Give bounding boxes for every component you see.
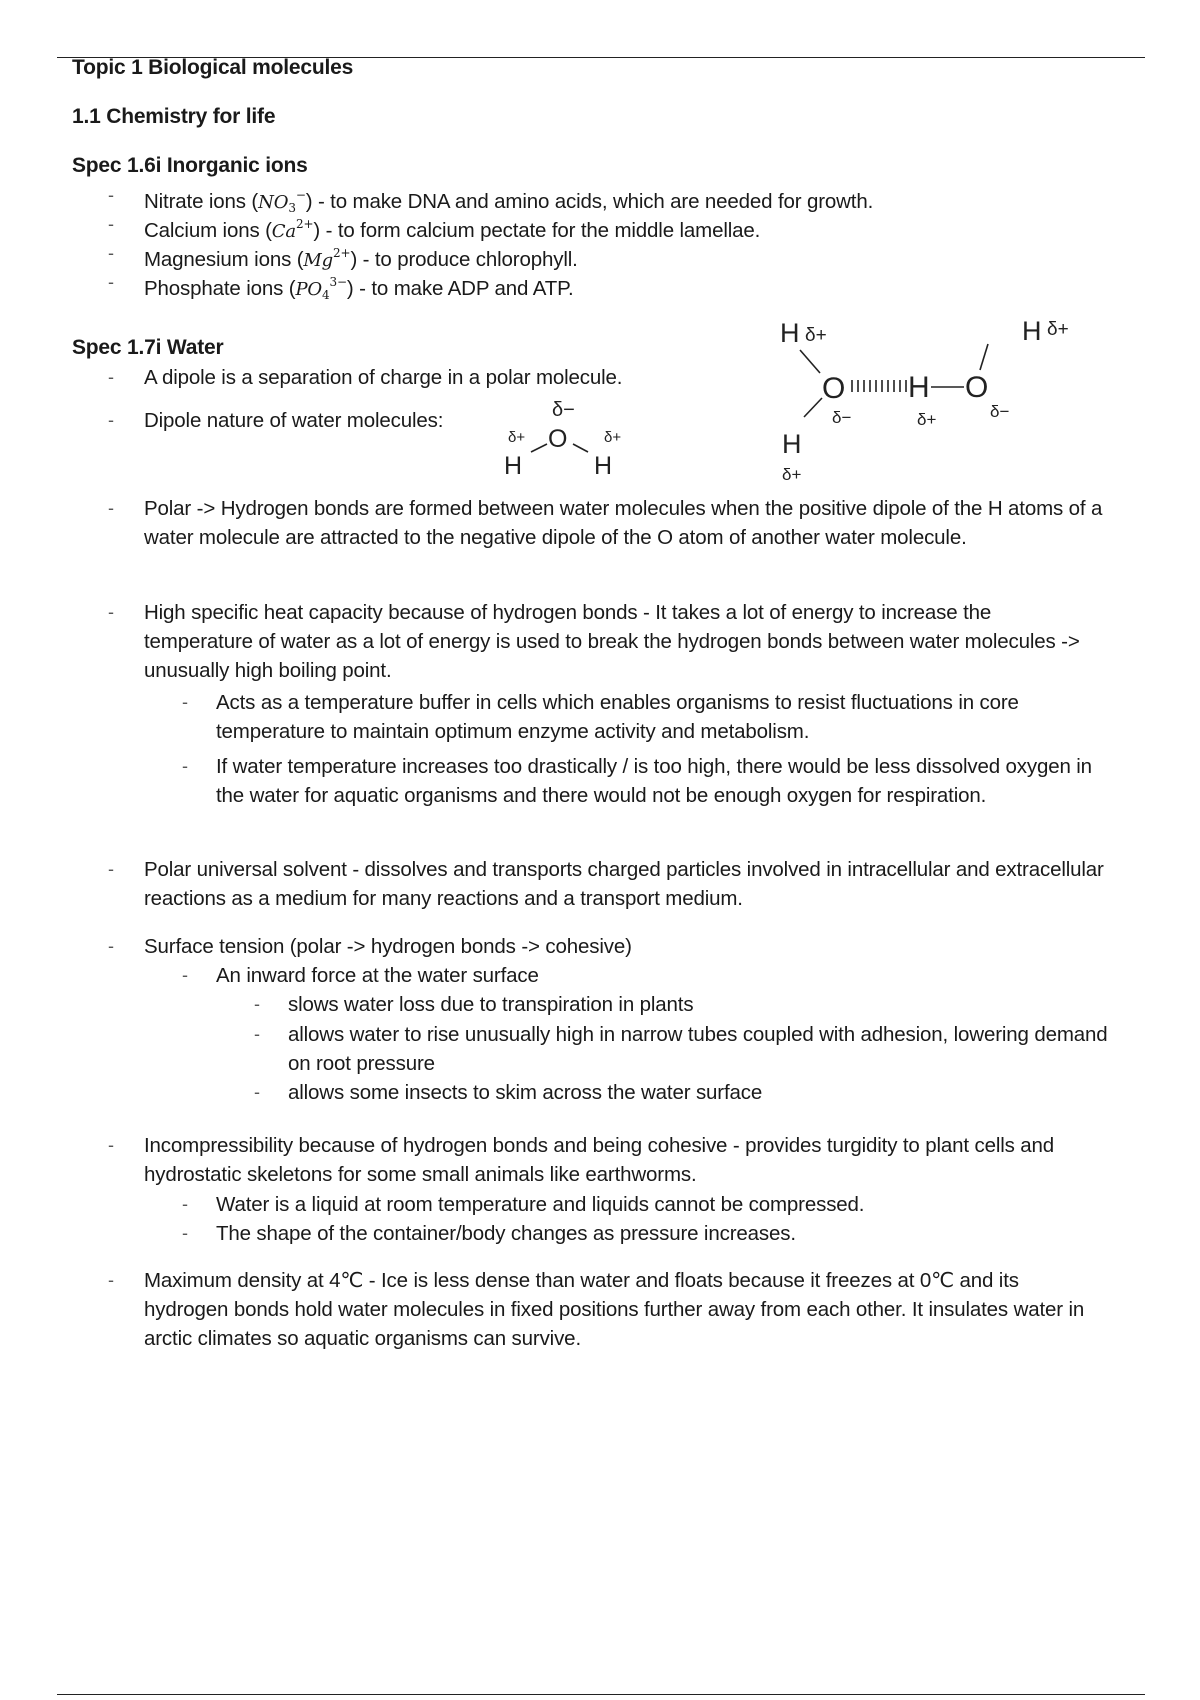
spec-ions-heading: Spec 1.6i Inorganic ions <box>72 154 308 177</box>
list-item-polar: - Polar -> Hydrogen bonds are formed between water molecules when the positive dipole of the H atoms of a water molecule are attracted to the negative dipole of the O atom of another water molecule. <box>144 494 1104 552</box>
hydrogen-bond-hatch <box>852 380 906 392</box>
bullet-dash: - <box>108 498 114 518</box>
topic-title: Topic 1 Biological molecules <box>72 56 354 79</box>
bullet-dash: - <box>108 1270 114 1290</box>
bullet-dash: - <box>108 243 114 263</box>
sub-item-inward-force: - An inward force at the water surface <box>216 961 1112 990</box>
hydrogen-top-left: H <box>780 318 800 348</box>
delta-plus-right: δ+ <box>604 429 622 446</box>
bullet-dash: - <box>108 1135 114 1155</box>
bullet-dash: - <box>182 1194 188 1214</box>
delta-minus-right-oxygen: δ− <box>990 402 1010 421</box>
delta-minus-label: δ− <box>552 399 575 421</box>
bullet-dash: - <box>182 965 188 985</box>
bullet-dash: - <box>108 859 114 879</box>
formula-magnesium: $Mg^{2+}$ <box>303 246 351 271</box>
list-item-dipole-nature: - Dipole nature of water molecules: <box>144 406 504 435</box>
bond-right <box>573 444 588 452</box>
delta-minus-left-oxygen: δ− <box>832 408 852 427</box>
list-item-density: - Maximum density at 4℃ - Ice is less dense than water and floats because it freezes at 0℃ and its hydrogen bonds hold water molecules in fixed positions further away from each other. It insulates water in arctic climates so aquatic organisms can survive. <box>144 1266 1104 1353</box>
bullet-dash: - <box>108 367 114 387</box>
bond-left <box>531 444 547 452</box>
hydrogen-bond-diagram <box>768 306 1098 496</box>
list-item-surface-tension: - Surface tension (polar -> hydrogen bonds -> cohesive) <box>144 932 1104 961</box>
oxygen-left: O <box>822 372 846 405</box>
subsub-item-capillary: - allows water to rise unusually high in narrow tubes coupled with adhesion, lowering demand on root pressure <box>288 1020 1114 1078</box>
bullet-dash: - <box>254 1082 260 1102</box>
hydrogen-left: H <box>504 452 523 480</box>
formula-calcium: $Ca^{2+}$ <box>271 217 314 242</box>
delta-plus-middle: δ+ <box>917 410 937 429</box>
bullet-dash: - <box>108 602 114 622</box>
bullet-dash: - <box>182 756 188 776</box>
water-dipole-diagram <box>500 394 640 486</box>
hydrogen-right: H <box>594 452 613 480</box>
bullet-dash: - <box>108 272 114 292</box>
hydrogen-bottom: H <box>782 429 802 459</box>
bond-upper-right <box>980 344 988 370</box>
oxygen-right: O <box>965 371 989 404</box>
list-item-nitrate: - Nitrate ions $(NO_3^-)$ - to make DNA and amino acids, which are needed for growth. <box>144 181 1104 223</box>
subsub-item-transpiration: - slows water loss due to transpiration in plants <box>288 990 1114 1019</box>
spec-water-heading: Spec 1.7i Water <box>72 336 224 359</box>
bond-upper <box>800 350 820 373</box>
list-item-dipole-def: - A dipole is a separation of charge in a polar molecule. <box>144 363 704 392</box>
delta-plus-left: δ+ <box>508 429 526 446</box>
bond-lower <box>804 398 822 417</box>
delta-plus-bottom: δ+ <box>782 465 802 484</box>
bullet-dash: - <box>254 1024 260 1044</box>
bullet-dash: - <box>182 692 188 712</box>
list-item-calcium: - Calcium ions $(Ca^{2+})$ - to form calcium pectate for the middle lamellae. <box>144 210 1104 246</box>
sub-item-temperature-buffer: - Acts as a temperature buffer in cells which enables organisms to resist fluctuations in core temperature to maintain optimum enzyme activity and metabolism. <box>216 688 1112 746</box>
list-item-magnesium: - Magnesium ions $(Mg^{2+})$ - to produce chlorophyll. <box>144 239 1104 275</box>
sub-item-shape: - The shape of the container/body changes as pressure increases. <box>216 1219 1112 1248</box>
bullet-dash: - <box>182 1223 188 1243</box>
bullet-dash: - <box>108 410 114 430</box>
oxygen-atom: O <box>548 425 568 453</box>
bullet-dash: - <box>108 185 114 205</box>
sub-item-dissolved-oxygen: - If water temperature increases too drastically / is too high, there would be less dissolved oxygen in the water for aquatic organisms and there would not be enough oxygen for respiration. <box>216 752 1112 810</box>
list-item-phosphate: - Phosphate ions $(PO_4^{3-})$ - to make ADP and ATP. <box>144 268 1104 310</box>
hydrogen-middle: H <box>908 371 930 404</box>
bullet-dash: - <box>108 214 114 234</box>
bullet-dash: - <box>254 994 260 1014</box>
formula-nitrate: $NO_3^-$ <box>258 188 306 215</box>
list-item-solvent: - Polar universal solvent - dissolves and transports charged particles involved in intracellular and extracellular reactions as a medium for many reactions and a transport medium. <box>144 855 1104 913</box>
delta-plus-top-right: δ+ <box>1047 319 1069 340</box>
formula-phosphate: $PO_4^{3-}$ <box>295 275 347 302</box>
section-title: 1.1 Chemistry for life <box>72 105 276 128</box>
subsub-item-insects: - allows some insects to skim across the water surface <box>288 1078 1114 1107</box>
sub-item-liquid: - Water is a liquid at room temperature and liquids cannot be compressed. <box>216 1190 1112 1219</box>
list-item-incompressibility: - Incompressibility because of hydrogen bonds and being cohesive - provides turgidity to plant cells and hydrostatic skeletons for some small animals like earthworms. <box>144 1131 1104 1189</box>
list-item-heat-capacity: - High specific heat capacity because of hydrogen bonds - It takes a lot of energy to increase the temperature of water as a lot of energy is used to break the hydrogen bonds between water molecules -> unusually high boiling point. <box>144 598 1104 685</box>
bottom-rule <box>57 1694 1145 1695</box>
bullet-dash: - <box>108 936 114 956</box>
delta-plus-top-left: δ+ <box>805 325 827 346</box>
hydrogen-top-right: H <box>1022 316 1042 346</box>
